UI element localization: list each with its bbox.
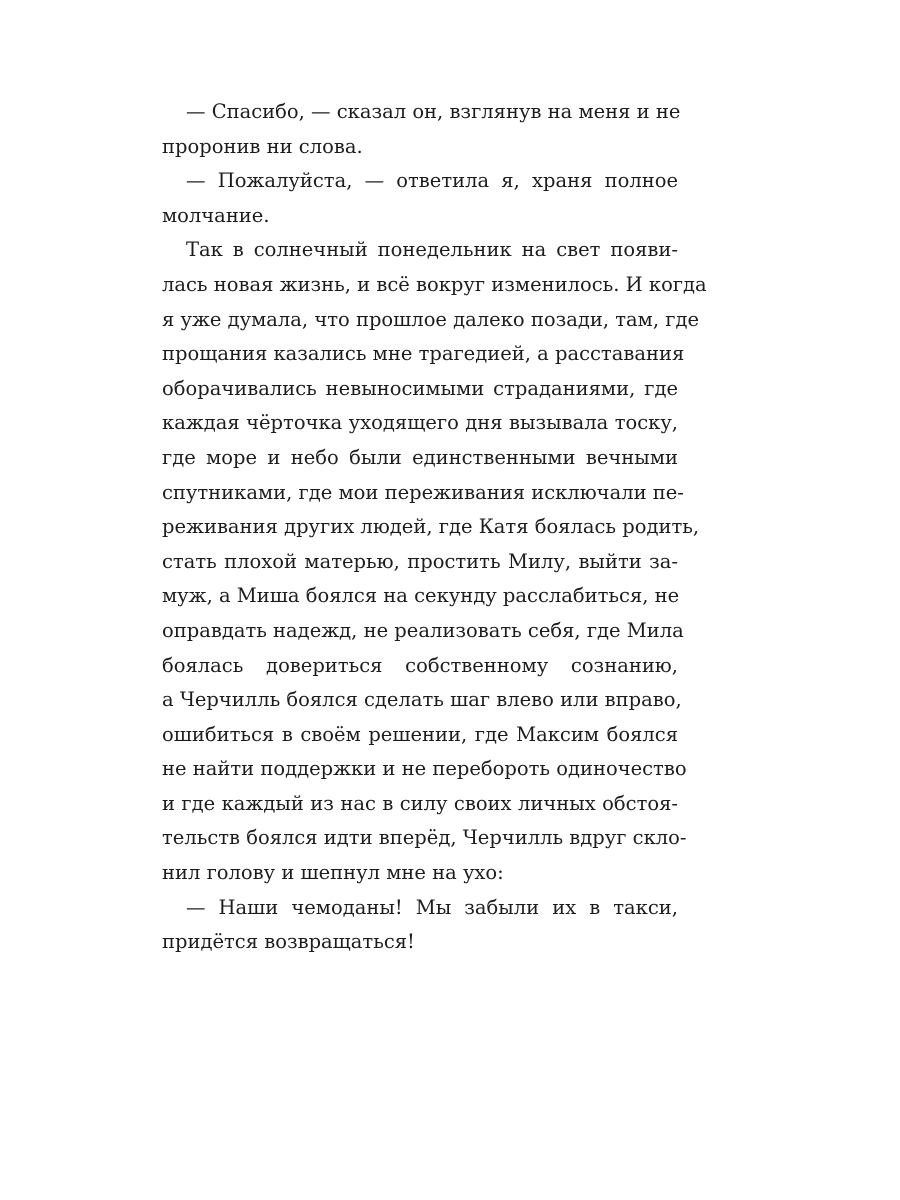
text-line: реживания других людей, где Катя боялась родить, [162, 515, 700, 539]
text-line: а Черчилль боялся сделать шаг влево или вправо, [162, 688, 682, 712]
text-line: прощания казались мне трагедией, а расставания [162, 342, 685, 366]
text-line: — Пожалуйста, — ответила я, храня полное [186, 169, 678, 193]
text-line: тельств боялся идти вперёд, Черчилль вдруг скло- [162, 826, 687, 850]
text-line: молчание. [162, 203, 270, 227]
text-line: лась новая жизнь, и всё вокруг изменилось. И когда [162, 272, 707, 296]
text-line: боялась довериться собственному сознанию, [162, 653, 678, 677]
body-text [162, 95, 707, 960]
text-line: проронив ни слова. [162, 134, 363, 158]
text-line: ошибиться в своём решении, где Максим боялся [162, 722, 678, 746]
text-line: и где каждый из нас в силу своих личных обстоя- [162, 791, 678, 815]
text-line: каждая чёрточка уходящего дня вызывала тоску, [162, 411, 678, 435]
text-line: стать плохой матерью, простить Милу, выйти за- [162, 549, 678, 573]
text-line: оборачивались невыносимыми страданиями, где [162, 376, 678, 400]
text-line: Так в солнечный понедельник на свет появи- [186, 238, 678, 262]
text-line: муж, а Миша боялся на секунду расслабиться, не [162, 584, 680, 608]
text-line: не найти поддержки и не перебороть одиночество [162, 757, 687, 781]
text-line: — Наши чемоданы! Мы забыли их в такси, [186, 895, 678, 919]
text-line: где море и небо были единственными вечными [162, 445, 678, 469]
text-line: нил голову и шепнул мне на ухо: [162, 861, 504, 885]
text-line: я уже думала, что прошлое далеко позади, там, где [162, 307, 699, 331]
text-line: — Спасибо, — сказал он, взглянув на меня и не [186, 100, 681, 123]
text-line: придётся возвращаться! [162, 930, 415, 954]
text-line: оправдать надежд, не реализовать себя, где Мила [162, 618, 684, 642]
text-line: спутниками, где мои переживания исключали пе- [162, 480, 684, 504]
